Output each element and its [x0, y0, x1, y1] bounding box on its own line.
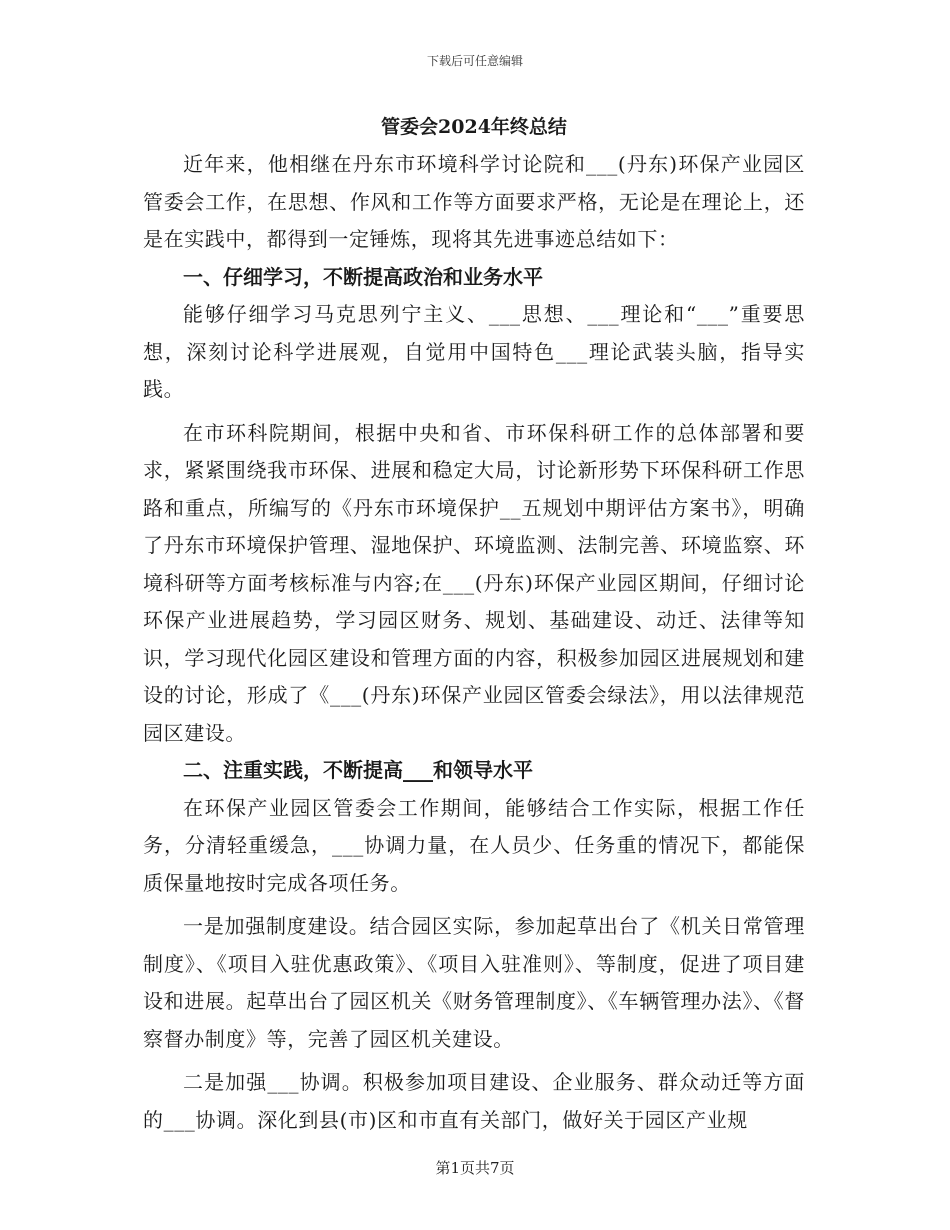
- paragraph-practice: 在环保产业园区管委会工作期间，能够结合工作实际，根据工作任务，分清轻重缓急，___协调力量，在人员少、任务重的情况下，都能保质保量地按时完成各项任务。: [143, 795, 805, 895]
- section-heading-2: 二、注重实践，不断提高___和领导水平: [183, 758, 533, 782]
- paragraph-study: 能够仔细学习马克思列宁主义、___思想、___理论和“___”重要思想，深刻讨论科学进展观，自觉用中国特色___理论武装头脑，指导实践。: [143, 302, 805, 401]
- document-body: [143, 108, 805, 1139]
- page-header: 下载后可任意编辑: [426, 54, 523, 68]
- section-heading-1: 一、仔细学习，不断提高政治和业务水平: [183, 264, 543, 289]
- paragraph-research-period: 在市环科院期间，根据中央和省、市环保科研工作的总体部署和要求，紧紧围绕我市环保、进展和稳定大局，讨论新形势下环保科研工作思路和重点，所编写的《丹东市环境保护__五规划中期评估方案书》，明确了丹东市环境保护管理、湿地保护、环境监测、法制完善、环境监察、环境科研等方面考核标准与内容;在___(丹东)环保产业园区期间，仔细讨论环保产业进展趋势，学习园区财务、规划、基础建设、动迁、法律等知识，学习现代化园区建设和管理方面的内容，积极参加园区进展规划和建设的讨论，形成了《___(丹东)环保产业园区管委会绿法》，用以法律规范园区建设。: [143, 420, 805, 745]
- paragraph-coordination: 二是加强___协调。积极参加项目建设、企业服务、群众动迁等方面的___协调。深化到县(市)区和市直有关部门，做好关于园区产业规: [143, 1070, 805, 1132]
- document-title: 管委会2024年终总结: [381, 116, 567, 138]
- paragraph-intro: 近年来，他相继在丹东市环境科学讨论院和___(丹东)环保产业园区管委会工作，在思想、作风和工作等方面要求严格，无论是在理论上，还是在实践中，都得到一定锤炼，现将其先进事迹总结如下：: [143, 152, 805, 251]
- page-footer: 第1页共7页: [435, 1159, 515, 1177]
- paragraph-system-building: 一是加强制度建设。结合园区实际，参加起草出台了《机关日常管理制度》、《项目入驻优惠政策》、《项目入驻准则》、等制度，促进了项目建设和进展。起草出台了园区机关《财务管理制度》、《车辆管理办法》、《督察督办制度》等，完善了园区机关建设。: [143, 914, 805, 1051]
